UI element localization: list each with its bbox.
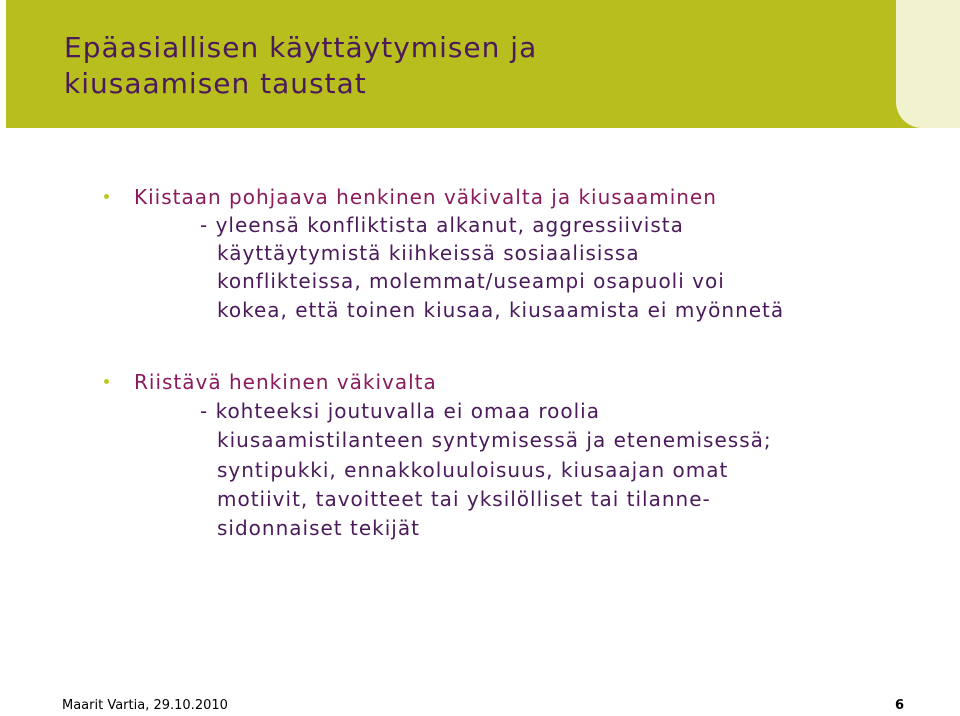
- bullet-line: käyttäytymistä kiihkeissä sosiaalisissa: [217, 241, 640, 265]
- bullet-line: kiusaamistilanteen syntymisessä ja etenemisessä;: [217, 428, 772, 452]
- bullet-line: syntipukki, ennakkoluuloisuus, kiusaajan omat: [217, 458, 729, 482]
- bullet-line: - kohteeksi joutuvalla ei omaa roolia: [200, 399, 600, 423]
- bullet-line: kokea, että toinen kiusaa, kiusaamista ei myönnetä: [217, 298, 785, 322]
- page-number: 6: [894, 698, 904, 713]
- bullet-line: sidonnaiset tekijät: [217, 516, 420, 540]
- footer-author-date: Maarit Vartia, 29.10.2010: [62, 698, 228, 713]
- title-line-1: Epäasiallisen käyttäytymisen ja: [64, 31, 538, 64]
- bullet-line: konflikteissa, molemmat/useampi osapuoli voi: [217, 269, 725, 293]
- bullet-title: Kiistaan pohjaava henkinen väkivalta ja kiusaaminen: [134, 185, 717, 209]
- bullet-dot-icon: [104, 194, 109, 199]
- bullet-line: motiivit, tavoitteet tai yksilölliset tai tilanne-: [217, 487, 711, 511]
- bullet-dot-icon: [104, 379, 109, 384]
- bullet-title: Riistävä henkinen väkivalta: [134, 370, 437, 394]
- title-line-2: kiusaamisen taustat: [64, 67, 367, 100]
- bullet-line: - yleensä konfliktista alkanut, aggressiivista: [200, 213, 684, 237]
